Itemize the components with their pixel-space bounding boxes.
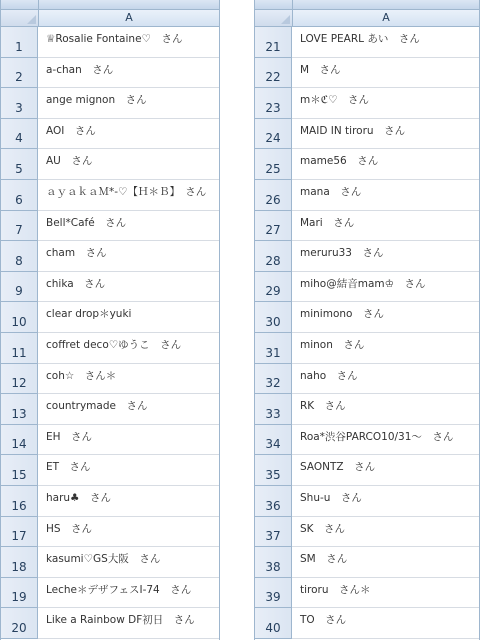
row-number-header[interactable]: 29 [255, 272, 292, 303]
column-header-bar [255, 10, 479, 27]
toolbar-corner [1, 0, 39, 9]
right-spreadsheet-panel [254, 0, 480, 640]
row-number-header[interactable]: 25 [255, 149, 292, 180]
cell-a[interactable]: ♕Rosalie Fontaine♡ さん [46, 33, 183, 45]
cell-a[interactable]: Leche＊デザフェスI-74 さん [46, 583, 192, 596]
table-row [255, 88, 479, 119]
cell-a[interactable]: SM さん [300, 553, 348, 566]
row-number-header[interactable]: 14 [1, 425, 38, 456]
right-rows [255, 27, 479, 639]
row-number-header[interactable]: 28 [255, 241, 292, 272]
cell-a[interactable]: LOVE PEARL あい さん [300, 33, 420, 45]
row-number-header[interactable]: 4 [1, 119, 38, 150]
table-row [255, 272, 479, 303]
panel-gap [220, 0, 254, 640]
select-all-corner[interactable] [1, 10, 39, 26]
row-number-header[interactable]: 31 [255, 333, 292, 364]
cell-a[interactable]: AOI さん [46, 124, 96, 137]
cell-a[interactable]: minon さん [300, 338, 365, 351]
cell-a[interactable]: SAONTZ さん [300, 461, 376, 474]
column-header-bar [1, 10, 219, 27]
cell-a[interactable]: TO さん [300, 614, 347, 627]
table-row [255, 578, 479, 609]
table-row [255, 180, 479, 211]
cell-a[interactable]: ａｙａｋａＭ*-♡【Ｈ＊Ｂ】 さん [46, 185, 207, 198]
toolbar-corner [255, 0, 293, 9]
table-row [1, 333, 219, 364]
cell-a[interactable]: tiroru さん＊ [300, 583, 371, 596]
table-row [1, 455, 219, 486]
cell-a[interactable]: M さん [300, 63, 341, 76]
table-row [1, 517, 219, 548]
row-number-header[interactable]: 34 [255, 425, 292, 456]
cell-a[interactable]: Shu-u さん [300, 491, 362, 504]
table-row [255, 27, 479, 58]
table-row [1, 180, 219, 211]
cell-a[interactable]: miho@結音mam♔ さん [300, 277, 426, 290]
cell-a[interactable]: meruru33 さん [300, 247, 384, 260]
table-row [255, 425, 479, 456]
row-number-header[interactable]: 9 [1, 272, 38, 303]
row-number-header[interactable]: 38 [255, 547, 292, 578]
row-number-header[interactable]: 24 [255, 119, 292, 150]
cell-a[interactable]: ange mignon さん [46, 94, 147, 107]
row-number-header[interactable]: 18 [1, 547, 38, 578]
table-row [1, 241, 219, 272]
cell-a[interactable]: Like a Rainbow DF初日 さん [46, 614, 195, 627]
table-row [255, 455, 479, 486]
table-row [1, 302, 219, 333]
cell-a[interactable]: MAID IN tiroru さん [300, 124, 406, 137]
row-number-header[interactable]: 39 [255, 578, 292, 609]
row-number-header[interactable]: 26 [255, 180, 292, 211]
cell-a[interactable]: mame56 さん [300, 155, 379, 168]
row-number-header[interactable]: 17 [1, 517, 38, 548]
table-row [1, 149, 219, 180]
table-row [1, 58, 219, 89]
row-number-header[interactable]: 30 [255, 302, 292, 333]
table-row [255, 241, 479, 272]
cell-a[interactable]: SK さん [300, 522, 346, 535]
cell-a[interactable]: Bell*Café さん [46, 216, 127, 229]
table-row [1, 272, 219, 303]
cell-a[interactable]: EH さん [46, 430, 93, 443]
toolbar-strip [255, 0, 479, 10]
cell-a[interactable]: naho さん [300, 369, 358, 382]
row-number-header[interactable]: 20 [1, 608, 38, 639]
row-number-header[interactable]: 23 [255, 88, 292, 119]
row-number-header[interactable]: 13 [1, 394, 38, 425]
row-number-header[interactable]: 21 [255, 27, 292, 58]
cell-a[interactable]: coh☆ さん＊ [46, 369, 117, 382]
cell-a[interactable]: chika さん [46, 277, 106, 290]
cell-a[interactable]: AU さん [46, 155, 93, 168]
cell-a[interactable]: a-chan さん [46, 63, 114, 76]
cell-a[interactable]: countrymade さん [46, 400, 148, 413]
table-row [255, 394, 479, 425]
row-number-header[interactable]: 3 [1, 88, 38, 119]
table-row [1, 27, 219, 58]
toolbar-strip [1, 0, 219, 10]
cell-a[interactable]: mana さん [300, 185, 362, 198]
row-number-header[interactable]: 36 [255, 486, 292, 517]
cell-a[interactable]: m＊ℭ♡ さん [300, 94, 370, 107]
table-row [1, 486, 219, 517]
left-spreadsheet-panel [0, 0, 220, 640]
row-number-header[interactable]: 19 [1, 578, 38, 609]
table-row [255, 333, 479, 364]
cell-a[interactable]: RK さん [300, 400, 346, 413]
row-number-header[interactable]: 6 [1, 180, 38, 211]
row-number-header[interactable]: 32 [255, 364, 292, 395]
row-number-header[interactable]: 12 [1, 364, 38, 395]
cell-a[interactable]: kasumi♡GS大阪 さん [46, 553, 161, 566]
cell-a[interactable]: ET さん [46, 461, 91, 474]
table-row [1, 211, 219, 242]
table-row [255, 608, 479, 639]
table-row [1, 578, 219, 609]
table-row [255, 302, 479, 333]
row-number-header[interactable]: 8 [1, 241, 38, 272]
row-number-header[interactable]: 1 [1, 27, 38, 58]
row-number-header[interactable]: 40 [255, 608, 292, 639]
cell-a[interactable]: Mari さん [300, 216, 355, 229]
select-all-corner[interactable] [255, 10, 293, 26]
row-number-header[interactable]: 7 [1, 211, 38, 242]
column-header-a[interactable]: A [125, 11, 133, 24]
left-rows [1, 27, 219, 639]
cell-a[interactable]: Roa*渋谷PARCO10/31～ さん [300, 430, 454, 443]
cell-a[interactable]: cham さん [46, 247, 107, 260]
row-number-header[interactable]: 35 [255, 455, 292, 486]
row-number-header[interactable]: 5 [1, 149, 38, 180]
table-row [255, 149, 479, 180]
column-header-a[interactable]: A [382, 11, 390, 24]
cell-a[interactable]: clear drop＊yuki [46, 308, 132, 321]
cell-a[interactable]: haru♣ さん [46, 491, 111, 504]
table-row [255, 119, 479, 150]
row-number-header[interactable]: 22 [255, 58, 292, 89]
table-row [1, 119, 219, 150]
table-row [1, 547, 219, 578]
table-row [1, 394, 219, 425]
row-number-header[interactable]: 33 [255, 394, 292, 425]
table-row [1, 88, 219, 119]
row-number-header[interactable]: 10 [1, 302, 38, 333]
cell-a[interactable]: coffret deco♡ゆうこ さん [46, 338, 182, 351]
row-number-header[interactable]: 37 [255, 517, 292, 548]
row-number-header[interactable]: 16 [1, 486, 38, 517]
table-row [255, 364, 479, 395]
table-row [1, 364, 219, 395]
table-row [255, 58, 479, 89]
row-number-header[interactable]: 11 [1, 333, 38, 364]
table-row [255, 547, 479, 578]
cell-a[interactable]: HS さん [46, 522, 93, 535]
row-number-header[interactable]: 15 [1, 455, 38, 486]
table-row [1, 425, 219, 456]
row-number-header[interactable]: 27 [255, 211, 292, 242]
table-row [255, 211, 479, 242]
table-row [255, 486, 479, 517]
row-number-header[interactable]: 2 [1, 58, 38, 89]
table-row [255, 517, 479, 548]
cell-a[interactable]: minimono さん [300, 308, 384, 321]
table-row [1, 608, 219, 639]
